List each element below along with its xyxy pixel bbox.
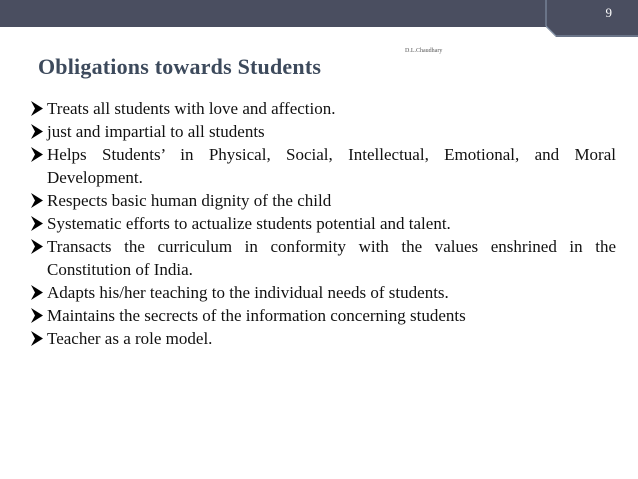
bullet-item	[30, 189, 616, 212]
bullet-item	[30, 97, 616, 120]
bullet-text: Treats all students with love and affection.	[47, 99, 336, 118]
arrow-right-icon	[30, 284, 44, 301]
slide-number-tab	[544, 0, 638, 38]
bullet-text: Respects basic human dignity of the child	[47, 191, 332, 210]
bullet-item	[30, 120, 616, 143]
author-name: D.L.Chaudhary	[405, 48, 443, 54]
slide-title: Obligations towards Students	[38, 54, 322, 79]
arrow-right-icon	[30, 330, 44, 347]
bullet-text: Helps Students’ in Physical, Social, Intellectual, Emotional, and Moral Development.	[47, 145, 616, 187]
bullet-item	[30, 304, 616, 327]
bullet-item	[30, 212, 616, 235]
arrow-right-icon	[30, 307, 44, 324]
arrow-right-icon	[30, 192, 44, 209]
bullet-item	[30, 281, 616, 304]
bullet-item	[30, 327, 616, 350]
bullet-list	[30, 97, 616, 350]
tab-shape	[544, 0, 638, 38]
arrow-right-icon	[30, 146, 44, 163]
bullet-text: just and impartial to all students	[47, 122, 265, 141]
bullet-text: Adapts his/her teaching to the individual needs of students.	[47, 283, 449, 302]
bullet-text: Systematic efforts to actualize students potential and talent.	[47, 214, 451, 233]
header-bar	[0, 0, 638, 27]
slide-number: 9	[605, 5, 612, 20]
arrow-right-icon	[30, 238, 44, 255]
bullet-text: Teacher as a role model.	[47, 329, 213, 348]
bullet-text: Maintains the secrects of the information concerning students	[47, 306, 466, 325]
arrow-right-icon	[30, 123, 44, 140]
bullet-item	[30, 143, 616, 189]
bullet-item	[30, 235, 616, 281]
arrow-right-icon	[30, 100, 44, 117]
arrow-right-icon	[30, 215, 44, 232]
bullet-text: Transacts the curriculum in conformity with the values enshrined in the Constitution of India.	[47, 237, 616, 279]
